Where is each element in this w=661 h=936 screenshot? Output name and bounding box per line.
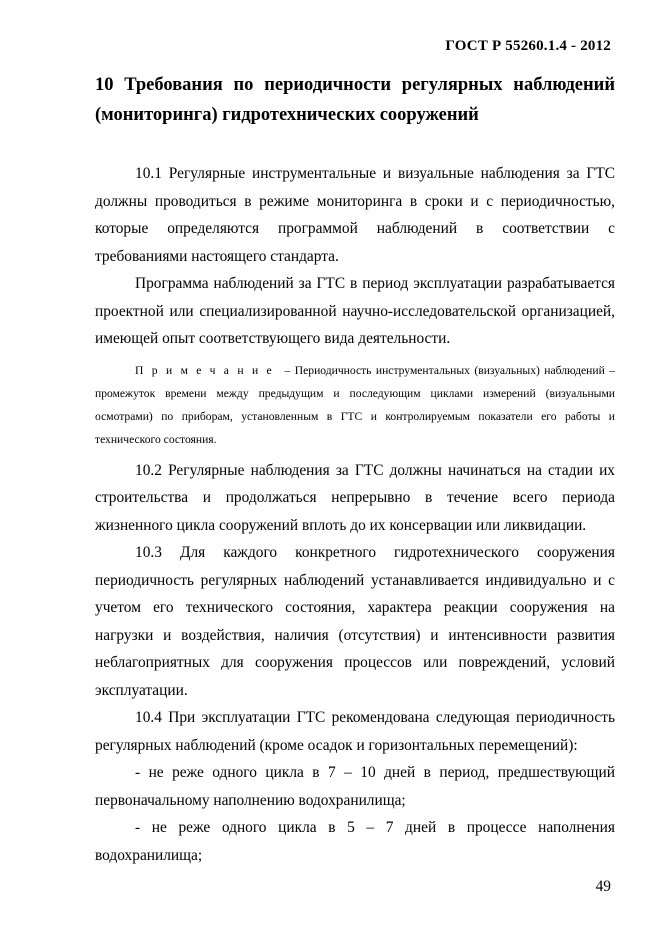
note-label: Примечание: [135, 363, 281, 377]
section-title-line-1: 10 Требования по периодичности регулярных наблюдений: [95, 75, 615, 95]
section-title: [95, 70, 615, 130]
note: [95, 359, 615, 451]
paragraph-10-3: 10.3 Для каждого конкретного гидротехнического сооружения периодичность регулярных наблюдений устанавливается индивидуально и с учетом его технического состояния, характера реакции сооружения на нагрузки и воздействия, наличия (отсутствия) и интенсивности развития неблагоприятных для сооружения процессов или повреждений, условий эксплуатации.: [95, 544, 615, 699]
paragraph-10-2: 10.2 Регулярные наблюдения за ГТС должны начинаться на стадии их строительства и продолжаться непрерывно в течение всего периода жизненного цикла сооружений вплоть до их консервации или ликвидации.: [95, 461, 615, 534]
list-item-2: - не реже одного цикла в 5 – 7 дней в процессе наполнения водохранилища;: [95, 819, 615, 864]
paragraph-10-1: 10.1 Регулярные инструментальные и визуальные наблюдения за ГТС должны проводиться в режиме мониторинга в сроки и с периодичностью, которые определяются программой наблюдений в соответствии с требованиями настоящего стандарта.: [95, 165, 615, 265]
document-body: [95, 160, 615, 869]
list-item-1: - не реже одного цикла в 7 – 10 дней в период, предшествующий первоначальному наполнению водохранилища;: [95, 764, 615, 809]
section-title-line-2: (мониторинга) гидротехнических сооружений: [95, 105, 479, 125]
note-text: – Периодичность инструментальных (визуальных) наблюдений – промежуток времени между предыдущим и последующим циклами измерений (визуальными осмотрами) по приборам, установленным в ГТС и контролируемым показатели его работы и технического состояния.: [95, 363, 615, 446]
page-number: 49: [595, 878, 611, 895]
paragraph-10-4: 10.4 При эксплуатации ГТС рекомендована следующая периодичность регулярных наблюдений (кроме осадок и горизонтальных перемещений):: [95, 709, 615, 754]
document-code: ГОСТ Р 55260.1.4 - 2012: [445, 38, 611, 54]
paragraph-program: Программа наблюдений за ГТС в период эксплуатации разрабатывается проектной или специализированной научно-исследовательской организацией, имеющей опыт соответствующего вида деятельности.: [95, 275, 615, 347]
